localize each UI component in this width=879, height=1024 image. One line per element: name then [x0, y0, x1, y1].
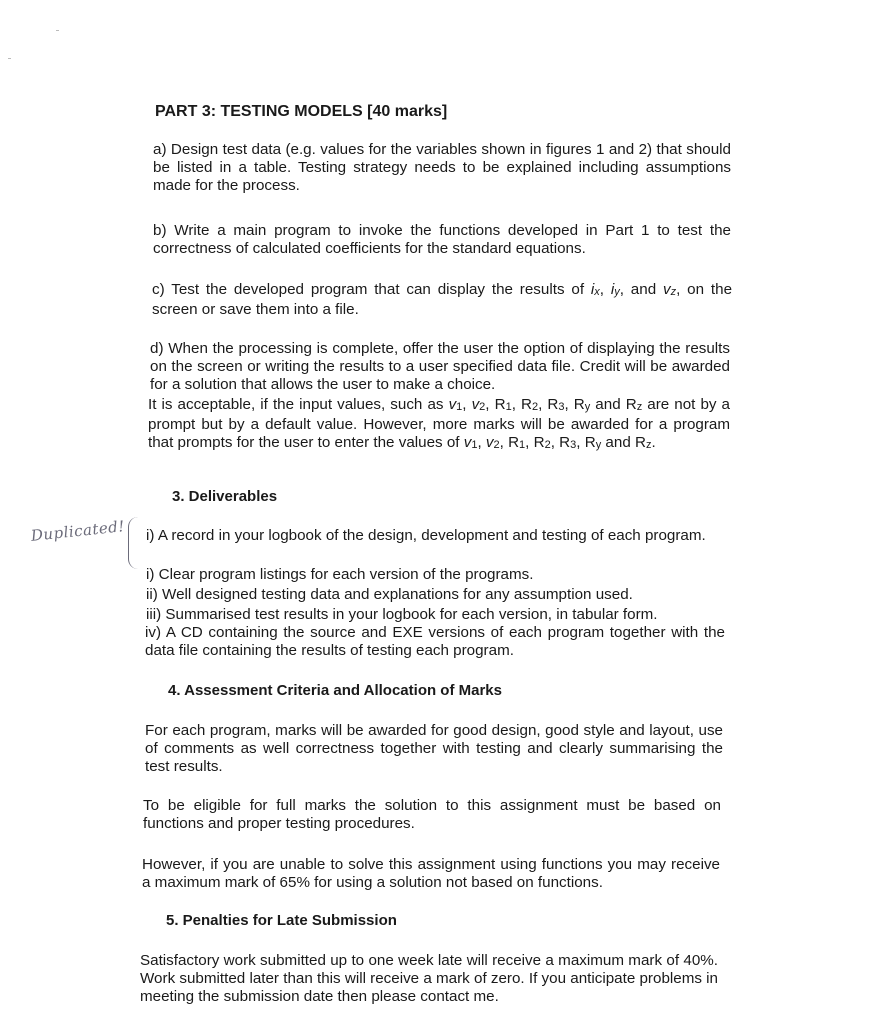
deliverables-list [146, 566, 726, 624]
sub-x: x [594, 286, 600, 298]
item-c-text: c) Test the developed program that can display the results of [152, 281, 591, 298]
sub: 1 [519, 439, 526, 451]
sep: , [511, 396, 521, 413]
sep: , [538, 396, 548, 413]
var-R: R [533, 434, 545, 451]
item-c [152, 281, 732, 319]
separator: , [599, 281, 611, 298]
var-R: R [520, 396, 532, 413]
sub-y: y [614, 286, 620, 298]
assessment-paragraph-2: To be eligible for full marks the solution to this assignment must be based on functions and proper testing procedures. [143, 797, 721, 832]
sep: , [499, 434, 509, 451]
sep: and [590, 396, 626, 413]
sep: , [576, 434, 585, 451]
var-R: R [573, 396, 585, 413]
var-i: i [610, 281, 615, 298]
deliverables-heading: 3. Deliverables [172, 488, 278, 505]
deliverable-testing-data: ii) Well designed testing data and explanations for any assumption used. [146, 586, 633, 603]
sep: , [564, 396, 574, 413]
sub: 2 [531, 401, 539, 413]
sub: 2 [493, 439, 500, 451]
item-b: b) Write a main program to invoke the functions developed in Part 1 to test the correctness of calculated coefficients for the standard equations. [153, 222, 731, 257]
sep: , [477, 434, 486, 451]
sub: z [636, 401, 643, 413]
assessment-paragraph-1: For each program, marks will be awarded for good design, good style and layout, use of comments as well correctness together with testing and clearly summarising the test results. [145, 722, 723, 775]
part3-title: PART 3: TESTING MODELS [40 marks] [155, 103, 448, 120]
item-d: d) When the processing is complete, offer the user the option of displaying the results on the screen or writing the results to a user specified data file. Credit will be awarded for a solution that allows the user to make a choice. [150, 340, 730, 393]
sub-z: z [670, 286, 677, 298]
sub: 1 [505, 401, 512, 413]
deliverable-listings: i) Clear program listings for each version of the programs. [146, 566, 534, 583]
assessment-paragraph-3: However, if you are unable to solve this assignment using functions you may receive a maximum mark of 65% for using a solution not based on functions. [142, 856, 720, 891]
sub: 1 [471, 439, 478, 451]
sub: z [645, 439, 652, 451]
var-v: v [663, 281, 671, 298]
deliverable-test-results: iii) Summarised test results in your logbook for each version, in tabular form. [146, 606, 658, 623]
separator: , and [619, 281, 663, 298]
sub: 3 [558, 401, 565, 413]
var-R: R [494, 396, 506, 413]
var-v: v [485, 434, 494, 451]
deliverable-cd: iv) A CD containing the source and EXE versions of each program together with the data file containing the results of testing each program. [145, 624, 725, 659]
var-R: R [584, 434, 596, 451]
var-R: R [547, 396, 559, 413]
var-v: v [471, 396, 480, 413]
penalties-heading: 5. Penalties for Late Submission [166, 912, 397, 929]
handwritten-brace [128, 517, 139, 569]
sub: 2 [479, 401, 486, 413]
sub: y [584, 401, 591, 413]
var-R: R [559, 434, 571, 451]
sub: y [595, 439, 602, 451]
var-v: v [463, 434, 472, 451]
assessment-heading: 4. Assessment Criteria and Allocation of Marks [168, 682, 502, 699]
item-c-text: , on the screen or save them into a file. [152, 281, 733, 318]
item-d-text: and R [605, 434, 646, 451]
sub: 1 [456, 401, 463, 413]
scan-speck [8, 58, 11, 59]
var-R: R [625, 396, 637, 413]
sep: , [462, 396, 472, 413]
sep: , [525, 434, 534, 451]
item-a: a) Design test data (e.g. values for the variables shown in figures 1 and 2) that should be listed in a table. Testing strategy needs to be explained including assumptions made for the process. [153, 141, 731, 194]
var-R: R [508, 434, 520, 451]
item-d-text: are not by a prompt but by a default value. However, more marks will be awarded for a program that prompts for the user to enter the values of [148, 396, 730, 451]
var-v: v [448, 396, 457, 413]
handwritten-note: Duplicated! [30, 517, 126, 545]
item-d-text: It is acceptable, if the input values, such as [148, 396, 449, 413]
scan-speck [56, 30, 59, 31]
var-i: i [590, 281, 595, 298]
sub: 2 [544, 439, 551, 451]
period: . [651, 434, 656, 451]
sep: , [485, 396, 495, 413]
item-d-continued [148, 396, 730, 454]
sub: 3 [570, 439, 577, 451]
sep: , [550, 434, 560, 451]
deliverable-record: i) A record in your logbook of the design, development and testing of each program. [146, 527, 706, 544]
penalties-paragraph: Satisfactory work submitted up to one week late will receive a maximum mark of 40%. Work submitted later than this will receive a mark of zero. If you anticipate problems in meeting the submission date then please contact me. [140, 952, 718, 1005]
